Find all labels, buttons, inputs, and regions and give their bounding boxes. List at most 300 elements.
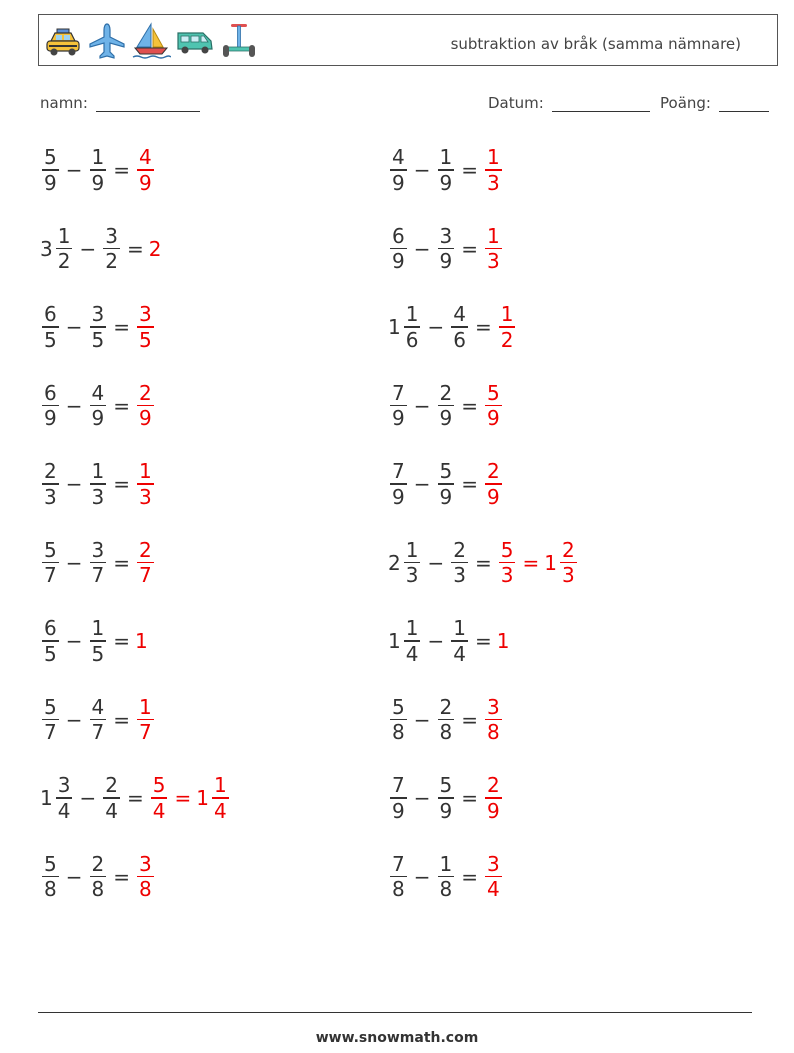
numerator: 7 bbox=[392, 773, 405, 798]
fraction bbox=[90, 616, 107, 666]
denominator: 5 bbox=[139, 327, 152, 352]
numerator: 5 bbox=[44, 537, 57, 562]
numerator: 3 bbox=[57, 773, 71, 798]
numerator: 1 bbox=[91, 145, 105, 170]
equals-sign: = bbox=[522, 550, 540, 575]
fraction bbox=[42, 459, 59, 509]
whole-part: 1 bbox=[496, 629, 510, 653]
numerator: 3 bbox=[91, 302, 105, 327]
problem-row bbox=[388, 770, 504, 826]
denominator: 4 bbox=[453, 641, 466, 666]
name-field bbox=[40, 94, 200, 112]
denominator: 3 bbox=[405, 563, 419, 588]
whole-part: 2 bbox=[148, 236, 162, 261]
problem-row bbox=[40, 692, 156, 748]
mixed-number bbox=[388, 773, 409, 823]
denominator: 9 bbox=[487, 406, 500, 431]
mixed-number bbox=[436, 852, 457, 902]
answer bbox=[483, 695, 504, 745]
numerator: 3 bbox=[487, 694, 500, 719]
numerator: 1 bbox=[139, 459, 152, 484]
mixed-number bbox=[88, 538, 109, 588]
mixed-number bbox=[388, 852, 409, 902]
sailboat-icon bbox=[131, 21, 171, 61]
mixed-number bbox=[449, 616, 470, 666]
equals-sign: = bbox=[461, 236, 478, 261]
fraction bbox=[103, 773, 120, 823]
numerator: 5 bbox=[44, 694, 57, 719]
numerator: 6 bbox=[44, 380, 57, 405]
numerator: 5 bbox=[44, 145, 57, 170]
mixed-number bbox=[40, 459, 61, 509]
numerator: 1 bbox=[57, 223, 71, 248]
mixed-number bbox=[88, 145, 109, 195]
mixed-number bbox=[135, 695, 156, 745]
minus-sign: − bbox=[65, 864, 83, 889]
mixed-number bbox=[135, 302, 156, 352]
answer bbox=[483, 145, 504, 195]
numerator: 1 bbox=[405, 537, 419, 562]
fraction bbox=[485, 773, 502, 823]
numerator: 4 bbox=[91, 380, 105, 405]
mixed-number bbox=[483, 695, 504, 745]
mixed-number bbox=[436, 381, 457, 431]
denominator: 9 bbox=[392, 484, 405, 509]
denominator: 4 bbox=[213, 798, 227, 823]
numerator: 1 bbox=[91, 616, 105, 641]
numerator: 1 bbox=[487, 145, 500, 170]
denominator: 7 bbox=[139, 563, 152, 588]
whole-part: 1 bbox=[135, 629, 148, 653]
numerator: 5 bbox=[152, 773, 166, 798]
denominator: 3 bbox=[453, 563, 466, 588]
date-label: Datum: bbox=[488, 94, 544, 112]
fraction bbox=[42, 616, 59, 666]
denominator: 4 bbox=[57, 798, 71, 823]
mixed-number bbox=[436, 459, 457, 509]
fraction bbox=[90, 852, 107, 902]
denominator: 9 bbox=[392, 170, 405, 195]
mixed-number bbox=[40, 773, 74, 823]
numerator: 2 bbox=[91, 851, 105, 876]
numerator: 1 bbox=[487, 223, 500, 248]
footer-url: www.snowmath.com bbox=[315, 1030, 479, 1046]
denominator: 8 bbox=[91, 877, 105, 902]
minus-sign: − bbox=[413, 786, 431, 810]
answer bbox=[497, 629, 511, 653]
denominator: 7 bbox=[139, 720, 152, 745]
answer bbox=[135, 695, 156, 745]
denominator: 5 bbox=[44, 641, 57, 666]
denominator: 9 bbox=[439, 406, 453, 431]
denominator: 6 bbox=[453, 327, 466, 352]
fraction bbox=[499, 302, 516, 352]
equals-sign: = bbox=[174, 786, 192, 810]
fraction bbox=[137, 145, 154, 195]
fraction bbox=[485, 695, 502, 745]
equals-sign: = bbox=[113, 629, 130, 653]
numerator: 1 bbox=[91, 459, 105, 484]
mixed-number bbox=[483, 773, 504, 823]
numerator: 2 bbox=[139, 380, 152, 405]
denominator: 7 bbox=[44, 563, 57, 588]
denominator: 5 bbox=[91, 641, 105, 666]
denominator: 3 bbox=[487, 170, 500, 195]
numerator: 3 bbox=[105, 223, 118, 248]
mixed-number bbox=[449, 538, 470, 588]
answer bbox=[135, 145, 156, 195]
mixed-number bbox=[388, 224, 409, 274]
problem-row bbox=[388, 221, 504, 277]
numerator: 5 bbox=[487, 380, 500, 405]
problem-row bbox=[388, 535, 579, 591]
whole-part: 1 bbox=[196, 786, 209, 810]
footer-divider bbox=[38, 1012, 752, 1013]
fraction bbox=[212, 773, 229, 823]
fraction bbox=[438, 852, 455, 902]
fraction bbox=[390, 852, 407, 902]
equals-sign: = bbox=[461, 393, 478, 418]
fraction bbox=[485, 145, 502, 195]
numerator: 1 bbox=[453, 616, 466, 641]
denominator: 4 bbox=[152, 798, 166, 823]
name-blank[interactable] bbox=[96, 95, 200, 112]
numerator: 1 bbox=[405, 616, 419, 641]
equals-sign: = bbox=[126, 236, 144, 261]
mixed-number bbox=[483, 852, 504, 902]
minus-sign: − bbox=[413, 707, 431, 732]
equals-sign: = bbox=[113, 472, 130, 496]
problem-row bbox=[388, 299, 517, 355]
fraction bbox=[404, 538, 421, 588]
denominator: 6 bbox=[405, 327, 419, 352]
mixed-number bbox=[497, 629, 511, 653]
numerator: 5 bbox=[500, 537, 514, 562]
mixed-number bbox=[101, 224, 122, 274]
fraction bbox=[103, 224, 120, 274]
minus-sign: − bbox=[65, 629, 83, 653]
date-blank[interactable] bbox=[552, 95, 650, 112]
taxi-icon bbox=[43, 21, 83, 61]
numerator: 5 bbox=[44, 851, 57, 876]
denominator: 9 bbox=[487, 484, 500, 509]
problem-row bbox=[388, 613, 510, 669]
mixed-number bbox=[88, 302, 109, 352]
mixed-number bbox=[483, 381, 504, 431]
mixed-number bbox=[544, 538, 578, 588]
fraction bbox=[404, 302, 421, 352]
problem-row bbox=[40, 378, 156, 434]
minus-sign: − bbox=[65, 472, 83, 496]
mixed-number bbox=[388, 381, 409, 431]
minus-sign: − bbox=[65, 550, 83, 575]
equals-sign: = bbox=[126, 786, 144, 810]
mixed-number bbox=[135, 538, 156, 588]
score-label: Poäng: bbox=[660, 94, 711, 112]
mixed-number bbox=[135, 381, 156, 431]
mixed-number bbox=[497, 302, 518, 352]
problem-row bbox=[388, 849, 504, 905]
fraction bbox=[485, 224, 502, 274]
score-blank[interactable] bbox=[719, 95, 769, 112]
denominator: 9 bbox=[91, 170, 105, 195]
airplane-icon bbox=[87, 21, 127, 61]
fraction bbox=[438, 695, 455, 745]
van-icon bbox=[175, 21, 215, 61]
mixed-number bbox=[196, 773, 230, 823]
problem-row bbox=[388, 378, 504, 434]
minus-sign: − bbox=[427, 550, 445, 575]
denominator: 3 bbox=[91, 484, 105, 509]
denominator: 9 bbox=[392, 406, 405, 431]
mixed-number bbox=[40, 381, 61, 431]
mixed-number bbox=[40, 616, 61, 666]
equals-sign: = bbox=[113, 550, 130, 575]
scooter-icon bbox=[219, 21, 259, 61]
denominator: 8 bbox=[439, 720, 453, 745]
answer bbox=[483, 773, 504, 823]
numerator: 5 bbox=[439, 459, 453, 484]
whole-part: 1 bbox=[544, 550, 557, 575]
mixed-number bbox=[388, 695, 409, 745]
mixed-number bbox=[88, 616, 109, 666]
problem-row bbox=[388, 142, 504, 198]
mixed-number bbox=[40, 302, 61, 352]
fraction bbox=[390, 773, 407, 823]
fraction bbox=[42, 302, 59, 352]
denominator: 9 bbox=[139, 406, 152, 431]
answer bbox=[497, 538, 579, 588]
mixed-number bbox=[388, 145, 409, 195]
whole-part: 2 bbox=[388, 550, 401, 575]
denominator: 3 bbox=[44, 484, 57, 509]
mixed-number bbox=[40, 852, 61, 902]
equals-sign: = bbox=[113, 707, 130, 732]
whole-part: 1 bbox=[388, 629, 401, 653]
denominator: 9 bbox=[44, 406, 57, 431]
mixed-number bbox=[483, 145, 504, 195]
fraction bbox=[151, 773, 168, 823]
problem-row bbox=[40, 142, 156, 198]
fraction bbox=[42, 852, 59, 902]
numerator: 4 bbox=[91, 694, 105, 719]
answer bbox=[483, 381, 504, 431]
mixed-number bbox=[135, 459, 156, 509]
equals-sign: = bbox=[113, 393, 130, 418]
problem-row bbox=[40, 613, 149, 669]
fraction bbox=[390, 459, 407, 509]
mixed-number bbox=[88, 381, 109, 431]
problem-row bbox=[388, 456, 504, 512]
fraction bbox=[390, 145, 407, 195]
numerator: 3 bbox=[487, 851, 500, 876]
numerator: 1 bbox=[213, 773, 227, 798]
numerator: 2 bbox=[44, 459, 57, 484]
numerator: 1 bbox=[439, 145, 453, 170]
mixed-number bbox=[388, 616, 422, 666]
fraction bbox=[390, 695, 407, 745]
numerator: 7 bbox=[392, 459, 405, 484]
icon-strip bbox=[43, 21, 259, 61]
minus-sign: − bbox=[65, 707, 83, 732]
mixed-number bbox=[101, 773, 122, 823]
fraction bbox=[137, 302, 154, 352]
equals-sign: = bbox=[113, 315, 130, 339]
minus-sign: − bbox=[413, 864, 431, 889]
mixed-number bbox=[436, 773, 457, 823]
denominator: 2 bbox=[105, 249, 118, 274]
problem-row bbox=[40, 456, 156, 512]
denominator: 9 bbox=[139, 170, 152, 195]
numerator: 2 bbox=[561, 537, 575, 562]
answer bbox=[483, 459, 504, 509]
fraction bbox=[485, 381, 502, 431]
fraction bbox=[390, 224, 407, 274]
fraction bbox=[42, 381, 59, 431]
mixed-number bbox=[449, 302, 470, 352]
mixed-number bbox=[483, 459, 504, 509]
fraction bbox=[90, 695, 107, 745]
denominator: 9 bbox=[439, 484, 453, 509]
worksheet-title: subtraktion av bråk (samma nämnare) bbox=[450, 35, 741, 53]
fraction bbox=[438, 145, 455, 195]
answer bbox=[149, 237, 163, 261]
whole-part: 1 bbox=[388, 315, 401, 339]
denominator: 9 bbox=[439, 798, 453, 823]
mixed-number bbox=[88, 695, 109, 745]
minus-sign: − bbox=[79, 236, 97, 261]
minus-sign: − bbox=[413, 472, 431, 496]
numerator: 3 bbox=[139, 302, 152, 327]
fraction bbox=[451, 538, 468, 588]
denominator: 2 bbox=[500, 327, 514, 352]
equals-sign: = bbox=[461, 864, 478, 889]
minus-sign: − bbox=[413, 158, 431, 182]
fraction bbox=[56, 224, 73, 274]
mixed-number bbox=[388, 538, 422, 588]
fraction bbox=[56, 773, 73, 823]
mixed-number bbox=[497, 538, 518, 588]
numerator: 6 bbox=[44, 616, 57, 641]
fraction bbox=[137, 381, 154, 431]
denominator: 7 bbox=[91, 720, 105, 745]
header-box bbox=[38, 14, 778, 66]
minus-sign: − bbox=[65, 315, 83, 339]
numerator: 2 bbox=[439, 380, 453, 405]
fraction bbox=[90, 381, 107, 431]
numerator: 3 bbox=[439, 223, 453, 248]
minus-sign: − bbox=[79, 786, 97, 810]
mixed-number bbox=[135, 145, 156, 195]
fraction bbox=[42, 695, 59, 745]
numerator: 4 bbox=[453, 302, 466, 327]
fraction bbox=[404, 616, 421, 666]
mixed-number bbox=[40, 538, 61, 588]
numerator: 6 bbox=[392, 223, 405, 248]
denominator: 3 bbox=[500, 563, 514, 588]
whole-part: 3 bbox=[40, 236, 53, 261]
fraction bbox=[560, 538, 577, 588]
mixed-number bbox=[88, 459, 109, 509]
numerator: 7 bbox=[392, 380, 405, 405]
fraction bbox=[438, 773, 455, 823]
denominator: 9 bbox=[439, 249, 453, 274]
mixed-number bbox=[436, 695, 457, 745]
fraction bbox=[438, 459, 455, 509]
mixed-number bbox=[135, 852, 156, 902]
fraction bbox=[485, 459, 502, 509]
numerator: 3 bbox=[139, 851, 152, 876]
denominator: 8 bbox=[392, 720, 405, 745]
denominator: 8 bbox=[44, 877, 57, 902]
fraction bbox=[438, 224, 455, 274]
denominator: 9 bbox=[392, 798, 405, 823]
answer bbox=[135, 538, 156, 588]
minus-sign: − bbox=[65, 393, 83, 418]
problem-row bbox=[40, 770, 231, 826]
denominator: 3 bbox=[561, 563, 575, 588]
numerator: 2 bbox=[487, 459, 500, 484]
mixed-number bbox=[388, 459, 409, 509]
mixed-number bbox=[149, 773, 170, 823]
denominator: 5 bbox=[44, 327, 57, 352]
fraction bbox=[90, 145, 107, 195]
denominator: 9 bbox=[487, 798, 500, 823]
mixed-number bbox=[388, 302, 422, 352]
mixed-number bbox=[40, 695, 61, 745]
numerator: 5 bbox=[439, 773, 453, 798]
score-field bbox=[660, 94, 769, 112]
numerator: 1 bbox=[405, 302, 419, 327]
equals-sign: = bbox=[113, 158, 130, 182]
mixed-number bbox=[135, 629, 149, 653]
denominator: 9 bbox=[91, 406, 105, 431]
numerator: 2 bbox=[439, 694, 453, 719]
numerator: 5 bbox=[392, 694, 405, 719]
fraction bbox=[390, 381, 407, 431]
numerator: 1 bbox=[439, 851, 453, 876]
denominator: 8 bbox=[439, 877, 453, 902]
numerator: 1 bbox=[500, 302, 514, 327]
name-label: namn: bbox=[40, 94, 88, 112]
mixed-number bbox=[40, 224, 74, 274]
answer bbox=[135, 381, 156, 431]
numerator: 3 bbox=[91, 537, 105, 562]
answer bbox=[149, 773, 231, 823]
fraction bbox=[137, 459, 154, 509]
denominator: 7 bbox=[44, 720, 57, 745]
fraction bbox=[499, 538, 516, 588]
answer bbox=[135, 852, 156, 902]
numerator: 2 bbox=[139, 537, 152, 562]
answer bbox=[497, 302, 518, 352]
fraction bbox=[485, 852, 502, 902]
equals-sign: = bbox=[461, 786, 478, 810]
minus-sign: − bbox=[413, 393, 431, 418]
equals-sign: = bbox=[474, 550, 492, 575]
problem-row bbox=[388, 692, 504, 748]
answer bbox=[135, 459, 156, 509]
fraction bbox=[42, 145, 59, 195]
fraction bbox=[137, 538, 154, 588]
equals-sign: = bbox=[113, 864, 130, 889]
denominator: 8 bbox=[392, 877, 405, 902]
fraction bbox=[451, 616, 468, 666]
denominator: 7 bbox=[91, 563, 105, 588]
denominator: 4 bbox=[105, 798, 118, 823]
problem-row bbox=[40, 299, 156, 355]
minus-sign: − bbox=[65, 158, 83, 182]
